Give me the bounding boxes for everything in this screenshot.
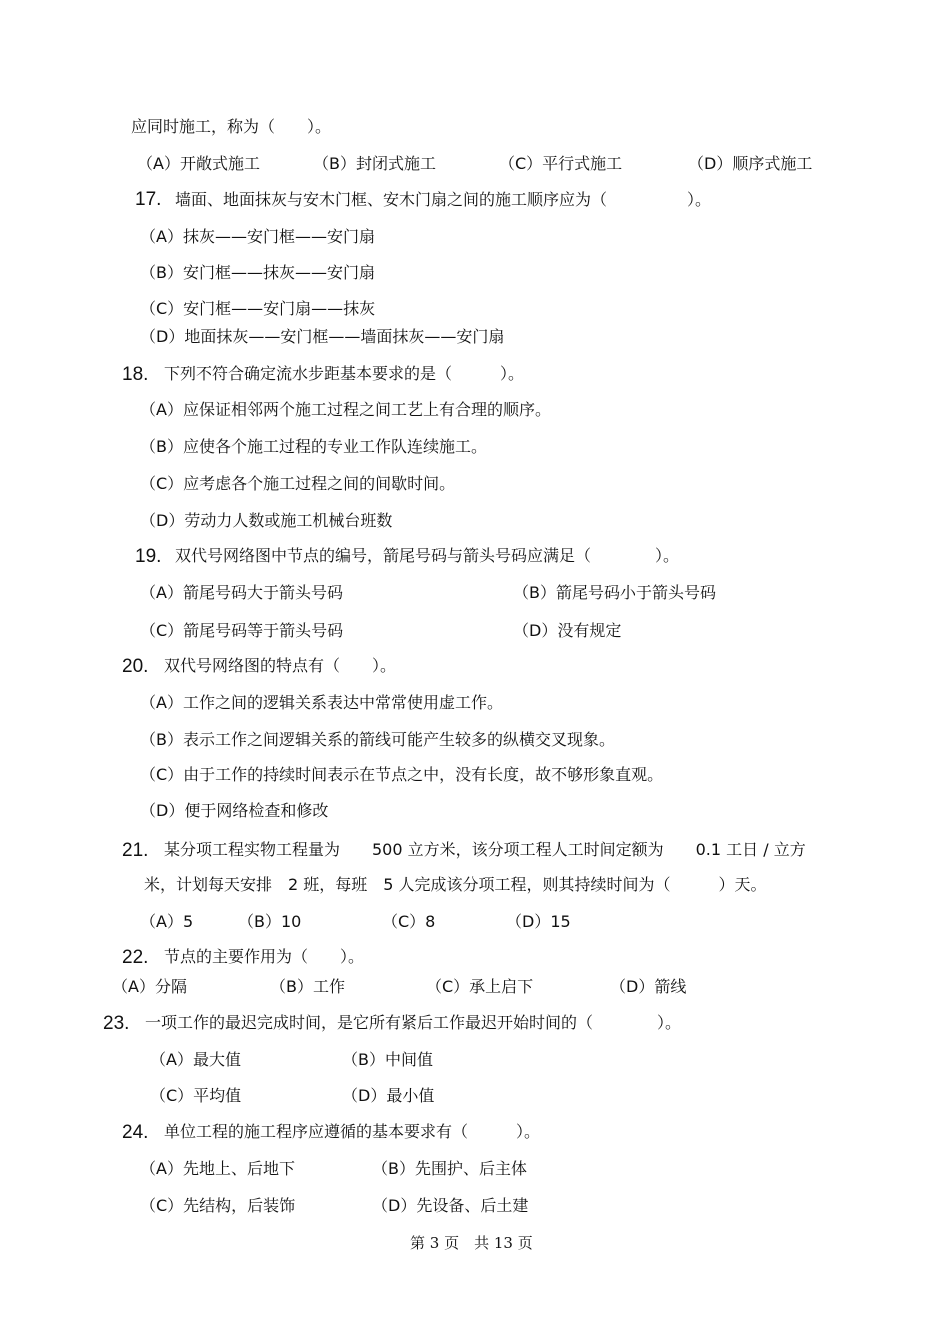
q19-option-b: （B）箭尾号码小于箭头号码 xyxy=(513,583,716,602)
q21-option-b: （B）10 xyxy=(238,912,302,931)
q24-option-c: （C）先结构，后装饰 xyxy=(140,1196,296,1215)
question-18-number: 18. xyxy=(122,364,149,385)
question-23-number: 23. xyxy=(103,1013,130,1034)
question-17-number: 17. xyxy=(135,189,162,210)
question-24-text: 单位工程的施工程序应遵循的基本要求有（ ）。 xyxy=(164,1122,541,1141)
question-23-text: 一项工作的最迟完成时间，是它所有紧后工作最迟开始时间的（ ）。 xyxy=(145,1013,682,1032)
question-20-text: 双代号网络图的特点有（ ）。 xyxy=(164,656,397,675)
q20-option-a: （A）工作之间的逻辑关系表达中常常使用虚工作。 xyxy=(140,693,503,712)
q16-option-c: （C）平行式施工 xyxy=(499,154,623,173)
question-16-continuation: 应同时施工，称为（ ）。 xyxy=(131,117,332,136)
q16-option-d: （D）顺序式施工 xyxy=(688,154,813,173)
question-18-text: 下列不符合确定流水步距基本要求的是（ ）。 xyxy=(164,364,525,383)
question-20-number: 20. xyxy=(122,656,149,677)
q21-option-a: （A）5 xyxy=(140,912,194,931)
q21-option-d: （D）15 xyxy=(506,912,571,931)
question-22-number: 22. xyxy=(122,947,149,968)
q23-option-a: （A）最大值 xyxy=(150,1050,241,1069)
q17-option-c: （C）安门框——安门扇——抹灰 xyxy=(140,299,376,318)
q22-option-b: （B）工作 xyxy=(270,977,345,996)
q22-option-d: （D）箭线 xyxy=(610,977,687,996)
q19-option-c: （C）箭尾号码等于箭头号码 xyxy=(140,621,344,640)
question-21-text: 某分项工程实物工程量为 500 立方米，该分项工程人工时间定额为 0.1 工日 / 立方 xyxy=(164,840,806,859)
q18-option-a: （A）应保证相邻两个施工过程之间工艺上有合理的顺序。 xyxy=(140,400,551,419)
q23-option-c: （C）平均值 xyxy=(150,1086,242,1105)
q17-option-b: （B）安门框——抹灰——安门扇 xyxy=(140,263,375,282)
q18-option-d: （D）劳动力人数或施工机械台班数 xyxy=(140,511,393,530)
question-21-number: 21. xyxy=(122,840,149,861)
q20-option-b: （B）表示工作之间逻辑关系的箭线可能产生较多的纵横交叉现象。 xyxy=(140,730,615,749)
q19-option-d: （D）没有规定 xyxy=(513,621,622,640)
q17-option-a: （A）抹灰——安门框——安门扇 xyxy=(140,227,375,246)
page-number-footer: 第 3 页 共 13 页 xyxy=(410,1234,533,1252)
q17-option-d: （D）地面抹灰——安门框——墙面抹灰——安门扇 xyxy=(140,327,505,346)
q21-option-c: （C）8 xyxy=(382,912,436,931)
q16-option-b: （B）封闭式施工 xyxy=(313,154,436,173)
q22-option-a: （A）分隔 xyxy=(112,977,187,996)
q23-option-d: （D）最小值 xyxy=(342,1086,435,1105)
q20-option-d: （D）便于网络检查和修改 xyxy=(140,801,329,820)
q19-option-a: （A）箭尾号码大于箭头号码 xyxy=(140,583,343,602)
question-19-number: 19. xyxy=(135,546,162,567)
q18-option-c: （C）应考虑各个施工过程之间的间歇时间。 xyxy=(140,474,456,493)
q16-option-a: （A）开敞式施工 xyxy=(137,154,260,173)
question-17-text: 墙面、地面抹灰与安木门框、安木门扇之间的施工顺序应为（ ）。 xyxy=(175,190,712,209)
question-19-text: 双代号网络图中节点的编号，箭尾号码与箭头号码应满足（ ）。 xyxy=(175,546,680,565)
q24-option-d: （D）先设备、后土建 xyxy=(372,1196,529,1215)
q24-option-b: （B）先围护、后主体 xyxy=(372,1159,527,1178)
q24-option-a: （A）先地上、后地下 xyxy=(140,1159,295,1178)
question-22-text: 节点的主要作用为（ ）。 xyxy=(164,947,365,966)
question-21-continuation: 米，计划每天安排 2 班，每班 5 人完成该分项工程，则其持续时间为（ ）天。 xyxy=(144,875,767,894)
question-24-number: 24. xyxy=(122,1122,149,1143)
q18-option-b: （B）应使各个施工过程的专业工作队连续施工。 xyxy=(140,437,487,456)
q20-option-c: （C）由于工作的持续时间表示在节点之中，没有长度，故不够形象直观。 xyxy=(140,765,664,784)
q23-option-b: （B）中间值 xyxy=(342,1050,433,1069)
q22-option-c: （C）承上启下 xyxy=(426,977,534,996)
